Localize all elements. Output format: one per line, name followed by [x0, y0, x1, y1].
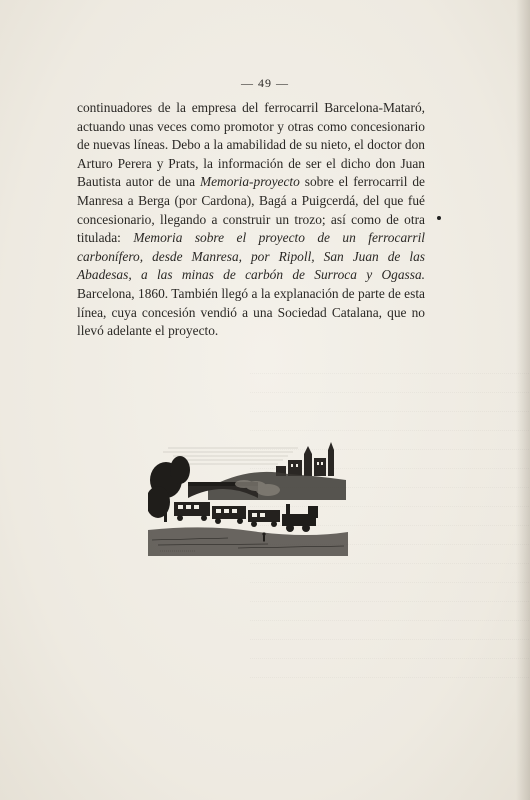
page-number: — 49 —: [241, 76, 289, 90]
italic-title-memoria-proyecto: Memoria-proyecto: [199, 174, 300, 190]
embankment: [148, 527, 348, 556]
bleed-line: [250, 393, 530, 412]
paragraph-text: [77, 99, 425, 341]
bleed-line: [250, 355, 530, 374]
bleed-line: [250, 659, 530, 678]
bleed-line: [250, 374, 530, 393]
bleed-line: [250, 640, 530, 659]
bleed-line: [250, 621, 530, 640]
text-segment: sobre el ferrocarril de Manresa a Berga (por Cardona), Bagá a Puigcerdá, del que fué concesionario, llegando a construir un trozo; así como de otra titulada:: [77, 174, 425, 246]
bleed-line: [250, 564, 530, 583]
italic-title-memoria-ferrocarril: Memoria sobre el proyecto de un ferrocarril carbonífero, desde Manresa, por Ripoll, San Juan de las Abadesas, a las minas de carbón de Surroca y Ogassa.: [77, 230, 426, 283]
bleed-line: [250, 583, 530, 602]
text-segment: continuadores de la empresa del ferrocarril Barcelona-Mataró, actuando unas veces como promotor y otras como concesionario de nuevas líneas. Debo a la amabilidad de su nieto, el doctor don Arturo Perera y Prats, la información de ser el dicho don Juan Bautista autor de una: [77, 100, 425, 190]
town-buildings: [276, 442, 334, 476]
text-segment: Barcelona, 1860. También llegó a la explanación de parte de esta línea, cuya concesión vendió a una Sociedad Catalana, que no llevó adelante el proyecto.: [77, 285, 425, 339]
main-paragraph: [77, 99, 425, 341]
ink-speck: [437, 216, 441, 220]
bleed-line: [250, 602, 530, 621]
railway-engraving-illustration: [148, 440, 348, 556]
bleed-line: [250, 412, 530, 431]
